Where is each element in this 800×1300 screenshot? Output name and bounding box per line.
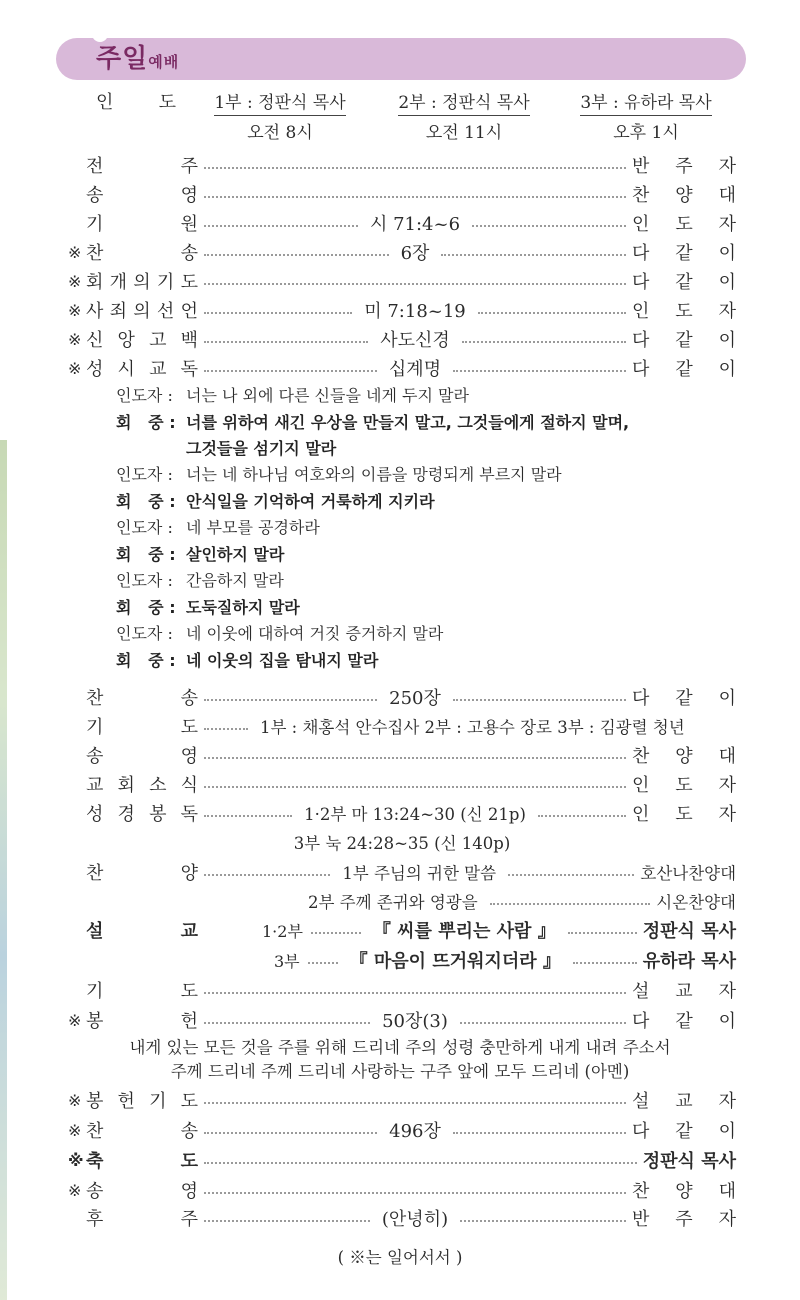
order-item: ※ 회 개 의 기 도 다 같 이 xyxy=(68,271,736,293)
anthem-line-2: 2부 주께 존귀와 영광을 시온찬양대 xyxy=(308,893,736,912)
preacher: 정판식 목사 xyxy=(642,921,736,942)
order-item-news: 교 회 소 식 인 도 자 xyxy=(86,775,736,796)
sermon-line-2: 3부 『 마음이 뜨거워지더라 』 유하라 목사 xyxy=(68,946,736,974)
service-time: 오전 11시 xyxy=(425,123,503,143)
order-item: ※ 신 앙 고 백 사도신경 다 같 이 xyxy=(68,329,736,351)
leader-line: 인도자 : 너는 네 하나님 여호와의 이름을 망령되게 부르지 말라 xyxy=(116,465,562,484)
congregation-line: 회 중 : 안식일을 기억하여 거룩하게 지키라 xyxy=(116,491,435,511)
order-item-sermon: 설 교 1·2부 『 씨를 뿌리는 사람 』 정판식 목사 xyxy=(68,916,736,944)
congregation-line: 회 중 : 살인하지 말라 xyxy=(116,544,285,564)
order-item: 기 원 시 71:4~6 인 도 자 xyxy=(86,214,736,235)
service-leader: 3부 : 유하라 목사 xyxy=(580,88,711,116)
order-item-hymn2: ※ 찬 송 496장 다 같 이 xyxy=(68,1120,736,1142)
leader-line: 인도자 : 네 부모를 공경하라 xyxy=(116,518,320,537)
leader-line: 인도자 : 너는 나 외에 다른 신들을 네게 두지 말라 xyxy=(116,386,469,405)
section-title: 주일예배 xyxy=(96,44,180,74)
order-item-prayer: 기 도 1부 : 채홍석 안수집사 2부 : 고용수 장로 3부 : 김광렬 청년 xyxy=(86,717,685,738)
order-item-postlude: 후 주 (안녕히) 반 주 자 xyxy=(86,1209,736,1230)
standing-footnote: ( ※는 일어서서 ) xyxy=(337,1248,463,1267)
preacher: 유하라 목사 xyxy=(642,951,736,972)
order-item-benediction: ※ 축 도 정판식 목사 xyxy=(68,1146,736,1174)
congregation-line: 회 중 : 도둑질하지 말라 xyxy=(116,597,300,617)
scripture-line-2: 3부 눅 24:28~35 (신 140p) xyxy=(293,834,511,853)
order-item-prayer2: 기 도 설 교 자 xyxy=(86,981,736,1002)
service-time: 오후 1시 xyxy=(613,123,679,143)
offering-lyrics: 내게 있는 모든 것을 주를 위해 드리네 주의 성령 충만하게 내게 내려 주소서 주께 드리네 주께 드리네 사랑하는 구주 앞에 모두 드리네 (아멘) xyxy=(129,1038,671,1081)
order-item: 전 주 반 주 자 xyxy=(86,156,736,177)
order-item: 송 영 찬 양 대 xyxy=(86,185,736,206)
order-item-scripture: 성 경 봉 독 1·2부 마 13:24~30 (신 21p) 인 도 자 xyxy=(86,804,736,825)
leader-line: 인도자 : 네 이웃에 대하여 거짓 증거하지 말라 xyxy=(116,624,444,643)
order-item-offering-prayer: ※ 봉 헌 기 도 설 교 자 xyxy=(68,1090,736,1112)
order-item: ※ 찬 송 6장 다 같 이 xyxy=(68,242,736,264)
order-item-doxology: ※ 송 영 찬 양 대 xyxy=(68,1180,736,1202)
order-item: ※ 성 시 교 독 십계명 다 같 이 xyxy=(68,358,736,380)
service-leader: 1부 : 정판식 목사 xyxy=(214,88,345,116)
service-time: 오전 8시 xyxy=(247,123,313,143)
sermon-title: 『 마음이 뜨거워지더라 』 xyxy=(349,951,561,972)
order-item-anthem: 찬 양 1부 주님의 귀한 말씀 호산나찬양대 xyxy=(86,863,737,884)
order-item-praise: 송 영 찬 양 대 xyxy=(86,746,736,767)
congregation-line: 회 중 : 너를 위하여 새긴 우상을 만들지 말고, 그것들에게 절하지 말며, 그것들을 섬기지 말라 xyxy=(116,412,630,458)
order-item-hymn: 찬 송 250장 다 같 이 xyxy=(86,688,736,709)
sermon-title: 『 씨를 뿌리는 사람 』 xyxy=(372,921,556,942)
service-leader: 2부 : 정판식 목사 xyxy=(398,88,529,116)
order-item: ※ 사 죄 의 선 언 미 7:18~19 인 도 자 xyxy=(68,300,736,322)
service-3 xyxy=(566,88,726,143)
service-1 xyxy=(200,88,360,143)
preacher: 정판식 목사 xyxy=(642,1151,736,1172)
congregation-line: 회 중 : 네 이웃의 집을 탐내지 말라 xyxy=(116,650,379,670)
order-item-offering: ※ 봉 헌 50장(3) 다 같 이 xyxy=(68,1010,736,1032)
leader-line: 인도자 : 간음하지 말라 xyxy=(116,571,284,590)
edge-decoration xyxy=(0,440,7,1300)
service-2 xyxy=(384,88,544,143)
leader-label: 인 도 xyxy=(96,92,176,113)
